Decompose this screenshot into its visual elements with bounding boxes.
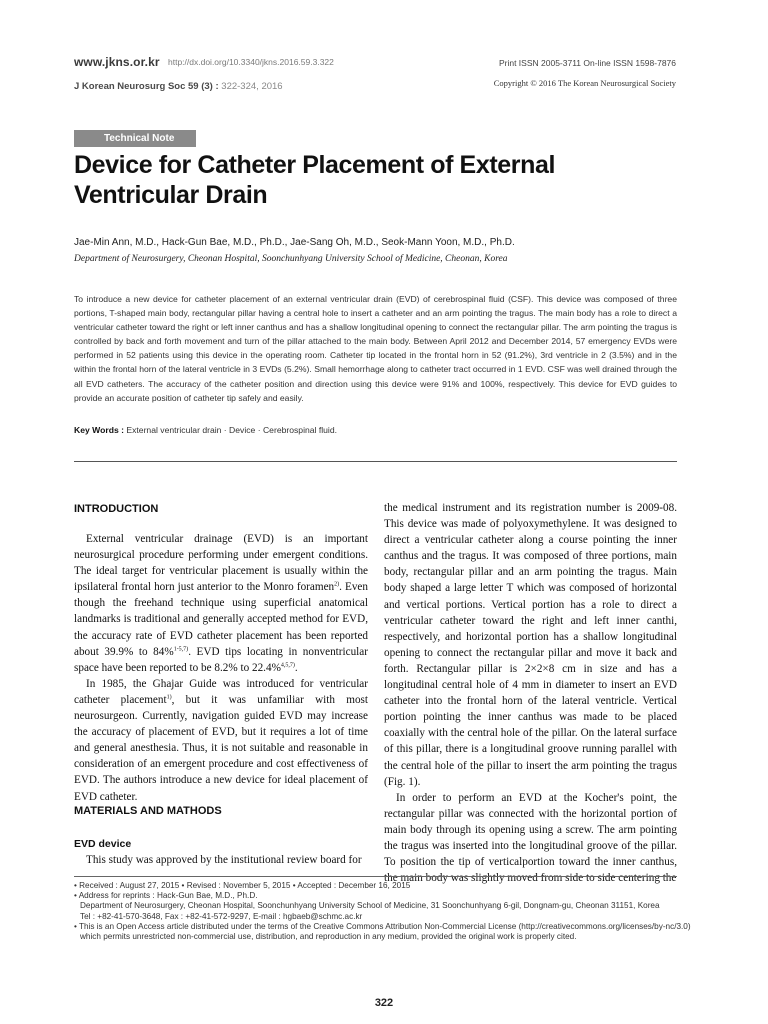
keywords-label: Key Words : — [74, 425, 124, 435]
section-divider — [74, 461, 677, 462]
footnote-contact[interactable]: Tel : +82-41-570-3648, Fax : +82-41-572-9297, E-mail : hgbaeb@schmc.ac.kr — [80, 911, 363, 921]
intro-paragraph-2: In 1985, the Ghajar Guide was introduced for ventricular catheter placement$^{1)}$, but it was unfamiliar with most neurosurgeon. Currently, navigation guided EVD may increase the accuracy of placement of EVD, but it requires a lot of time and general anesthesia. Thus, it is not suitable and reasonable in consideration of an emergent procedure and cost effectiveness of EVD. The authors introduce a new device for ideal placement of EVD catheter. — [74, 677, 368, 803]
journal-citation — [74, 81, 283, 92]
footnote-dates: • Received : August 27, 2015 • Revised : November 5, 2015 • Accepted : December 16, 2015 — [74, 881, 411, 890]
journal-pages: 322-324, 2016 — [218, 81, 283, 92]
device-paragraph-1: the medical instrument and its registration number is 2009-08. This device was made of polyoxymethylene. It was designed to direct a ventricular catheter along a course pointing the inner canthus and the tragus. It was composed of three portions, main body, rectangular pillar and an arm pointing the tragus. Main body shaped a large letter T which was composed of horizontal and vertical portions. Vertical portion has a role to direct a ventricular catheter toward the right and left inner canthi, respectively, and horizontal portion has a shallow longitudinal opening to connect the rectangular pillar and move it back and forth. Rectangular pillar is 2×2×8 cm in size and has a longitudinal central hole of 4 mm in diameter to insert an EVD catheter into the frontal horn of the lateral ventricle. Vertical portion pointing the inner canthus was made to be placed coaxially with the central hole of the pillar. On the lateral surface of this pillar, there is a longitudinal groove running parallel with the central hole of the pillar to insert the arm pointing the tragus (Fig. 1). — [384, 502, 677, 788]
intro-paragraph-1: External ventricular drainage (EVD) is an important neurosurgical procedure performing under emergent conditions. The ideal target for ventricular placement is usually within the ipsilateral frontal horn just anterior to the Monro foramen$^{2)}$. Even though the freehand technique using superficial anatomical landmarks is traditional and generally accepted method for EVD, the accuracy rate of EVD catheter placement has been reported about 39.9% to 84%$^{1-5,7)}$. EVD tips locating in nonventricular space have been reported to be 8.2% to 22.4%$^{4,5,7)}$. — [74, 533, 368, 674]
citation-ref[interactable]: 1-5,7) — [173, 645, 189, 652]
footnote-address: Department of Neurosurgery, Cheonan Hospital, Soonchunhyang University School of Medicine, 31 Soonchunhyang 6-gil, Dongnam-gu, Cheonan 31151, Korea — [80, 901, 660, 911]
page-number: 322 — [374, 997, 394, 1009]
doi-link[interactable]: http://dx.doi.org/10.3340/jkns.2016.59.3.322 — [168, 57, 334, 67]
methods-heading: MATERIALS AND MATHODS — [74, 805, 222, 817]
footnote-license-cont: which permits unrestricted non-commercial use, distribution, and reproduction in any medium, provided the original work is properly cited. — [80, 932, 577, 942]
citation-ref[interactable]: 1) — [166, 694, 172, 701]
keywords — [74, 425, 337, 435]
citation-ref[interactable]: 2) — [334, 581, 340, 588]
footnote-reprints: • Address for reprints : Hack-Gun Bae, M.D., Ph.D. — [74, 891, 258, 901]
introduction-heading: INTRODUCTION — [74, 503, 159, 515]
footnote-divider — [74, 876, 677, 877]
evd-device-heading: EVD device — [74, 838, 132, 850]
footnotes — [74, 881, 691, 942]
copyright-notice: Copyright © 2016 The Korean Neurosurgical Society — [493, 78, 676, 88]
author-list: Jae-Min Ann, M.D., Hack-Gun Bae, M.D., Ph.D., Jae-Sang Oh, M.D., Seok-Mann Yoon, M.D., Ph.D. — [74, 237, 515, 248]
device-paragraph-2: In order to perform an EVD at the Kocher's point, the rectangular pillar was connected with the horizontal portion of main body through its opening using a screw. The arm pointing the tragus was inserted into the longitudinal groove of the pillar. To position the tip of verticalportion toward the inner canthus, the main body was slightly moved from side to side centering the — [384, 791, 677, 885]
keywords-list: External ventricular drain · Device · Cerebrospinal fluid. — [123, 425, 338, 435]
methods-text — [74, 852, 368, 868]
article-title: Device for Catheter Placement of External Ventricular Drain — [74, 151, 556, 209]
right-column-text — [384, 500, 677, 886]
article-type-label: Technical Note — [74, 130, 196, 147]
footnote-license[interactable]: • This is an Open Access article distributed under the terms of the Creative Commons Attribution Non-Commercial License (http://creativecommons.org/licenses/by-nc/3.0) — [74, 921, 691, 931]
abstract: To introduce a new device for catheter placement of an external ventricular drain (EVD) of cerebrospinal fluid (CSF). This device was composed of three portions, T-shaped main body, rectangular pillar having a central hole to insert a catheter and an arm pointing the tragus. The main body has a role to direct a ventricular catheter toward the right or left inner canthus and has a shallow longitudinal opening to connect the rectangular pillar. The arm pointing the tragus is controlled by back and forth movement and turn of the pillar attached to the main body. Between April 2012 and December 2014, 57 emergency EVDs were performed in 52 patients using this device in the operating room. Catheter tip located in the frontal horn in 52 (91.2%), 3rd ventricle in 2 (3.5%) and in the within the frontal horn of the lateral ventricle in 3 EVDs (5.2%). Small hemorrhage along to catheter tract occurred in 1 EVD. CSF was well drained through the all EVD catheters. The accuracy of the catheter position and direction using this device were 91% and 100%, respectively. This device for EVD guides to provide an accurate position of catheter tip safely and easily. — [74, 294, 677, 403]
methods-paragraph-1: This study was approved by the institutional review board for — [86, 854, 362, 866]
citation-ref[interactable]: 4,5,7) — [280, 662, 295, 669]
journal-name: J Korean Neurosurg Soc 59 (3) : — [74, 81, 219, 92]
issn-info: Print ISSN 2005-3711 On-line ISSN 1598-7876 — [498, 58, 676, 68]
journal-website[interactable]: www.jkns.or.kr — [74, 55, 160, 69]
introduction-text — [74, 531, 368, 805]
author-affiliation: Department of Neurosurgery, Cheonan Hospital, Soonchunhyang University School of Medicine, Cheonan, Korea — [74, 254, 508, 264]
